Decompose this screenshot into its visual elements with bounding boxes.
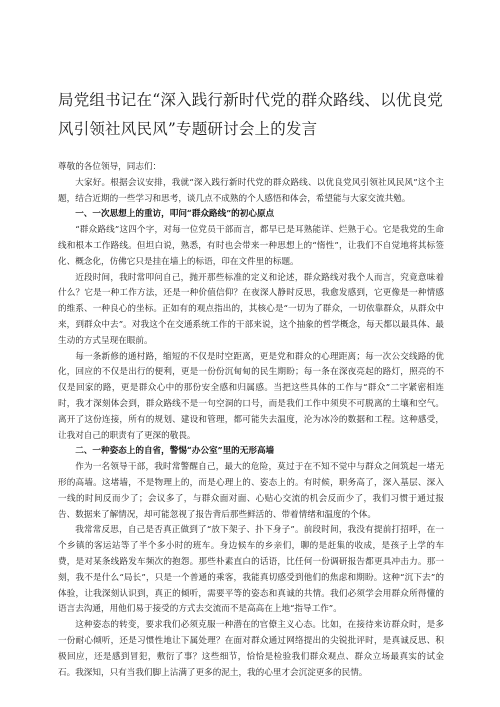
body-paragraph: 大家好。根据会议安排，我就“深入践行新时代党的群众路线、以优良党风引领社风民风”这个主题，结合近期的一些学习和思考，谈几点不成熟的个人感悟和体会，希望能与大家交流共勉。	[58, 177, 444, 204]
section-heading: 二、一种姿态上的自省，警惕“办公室”里的无形高墙	[75, 446, 275, 457]
body-paragraph: 这种姿态的转变，要求我们必须克服一种潜在的官僚主义心态。比如，在接待来访群众时，是多一份耐心倾听，还是习惯性地让下属处理？在面对群众通过网络提出的尖锐批评时，是真诚反思、积极回应，还是感到冒犯，敷衍了事？这些细节，恰恰是检验我们群众观点、群众立场最真实的试金石。我深知，只有当我们脚上沾满了更多的泥土，我的心里才会沉淀更多的民情。	[58, 620, 444, 678]
document-title: 局党组书记在“深入践行新时代党的群众路线、以优良党风引领社风民风”专题研讨会上的发言	[58, 91, 443, 138]
section-heading: 一、一次思想上的重访，叩问“群众路线”的初心原点	[75, 209, 275, 220]
greeting: 尊敬的各位领导，同志们：	[58, 162, 162, 172]
body-paragraph: 每一条新修的通村路，缩短的不仅是时空距离，更是党和群众的心理距离；每一次公交线路的优化，回应的不仅是出行的便利，更是一份份沉甸甸的民生期盼；每一条在深夜亮起的路灯，照亮的不仅是回家的路，更是群众心中的那份安全感和归属感。当把这些具体的工作与“群众”二字紧密相连时，我才深刻体会到，群众路线不是一句空洞的口号，而是我们工作中须臾不可脱离的土壤和空气。离开了这份连接，所有的规划、建设和管理，都可能失去温度，沦为冰冷的数据和工程。这种感受，让我对自己的职责有了更深的敬畏。	[58, 351, 444, 441]
body-paragraph: 近段时间，我时常叩问自己，抛开那些标准的定义和论述，群众路线对我个人而言，究竟意味着什么？它是一种工作方法，还是一种价值信仰？在夜深人静时反思，我愈发感到，它更像是一种情感的维系、一种良心的坐标。正如有的观点指出的，其核心是“一切为了群众，一切依靠群众，从群众中来，到群众中去”。对我这个在交通系统工作的干部来说，这个抽象的哲学概念，每天都以最具体、最生动的方式呈现在眼前。	[58, 272, 444, 346]
body-paragraph: 我常常反思，自己是否真正做到了“放下架子、扑下身子”。前段时间，我没有提前打招呼，在一个乡镇的客运站等了半个多小时的班车。身边候车的乡亲们，聊的是赶集的收成，是孩子上学的车费，是对某条线路发车频次的抱怨。那些朴素直白的话语，比任何一份调研报告都更具冲击力。那一刻，我不是什么“局长”，只是一个普通的乘客，我能真切感受到他们的焦虑和期盼。这种“沉下去”的体验，让我深刻认识到，真正的倾听，需要平等的姿态和真诚的共情。我们必须学会用群众所得懂的语言去沟通，用他们易于接受的方式去交流而不是高高在上地“指导工作”。	[58, 525, 444, 615]
body-paragraph: “群众路线”这四个字，对每一位党员干部而言，都早已是耳熟能详、烂熟于心。它是我党的生命线和根本工作路线。但坦白说，熟悉，有时也会带来一种思想上的“惰性”，让我们不自觉地将其标签化、概念化，仿佛它只是挂在墙上的标语，印在文件里的标题。	[58, 225, 444, 267]
document-body	[58, 160, 444, 681]
body-paragraph: 作为一名领导干部，我时常警醒自己，最大的危险，莫过于在不知不觉中与群众之间筑起一堵无形的高墙。这堵墙，不是物理上的，而是心理上的、姿态上的。有时候，职务高了，深入基层、深入一线的时间反而少了；会议多了，与群众面对面、心贴心交流的机会反而少了，我们习惯于通过报告、数据来了解情况，却可能忽视了报告背后那些鲜活的、带着情绪和温度的个体。	[58, 462, 444, 520]
paragraph-list	[58, 176, 444, 682]
